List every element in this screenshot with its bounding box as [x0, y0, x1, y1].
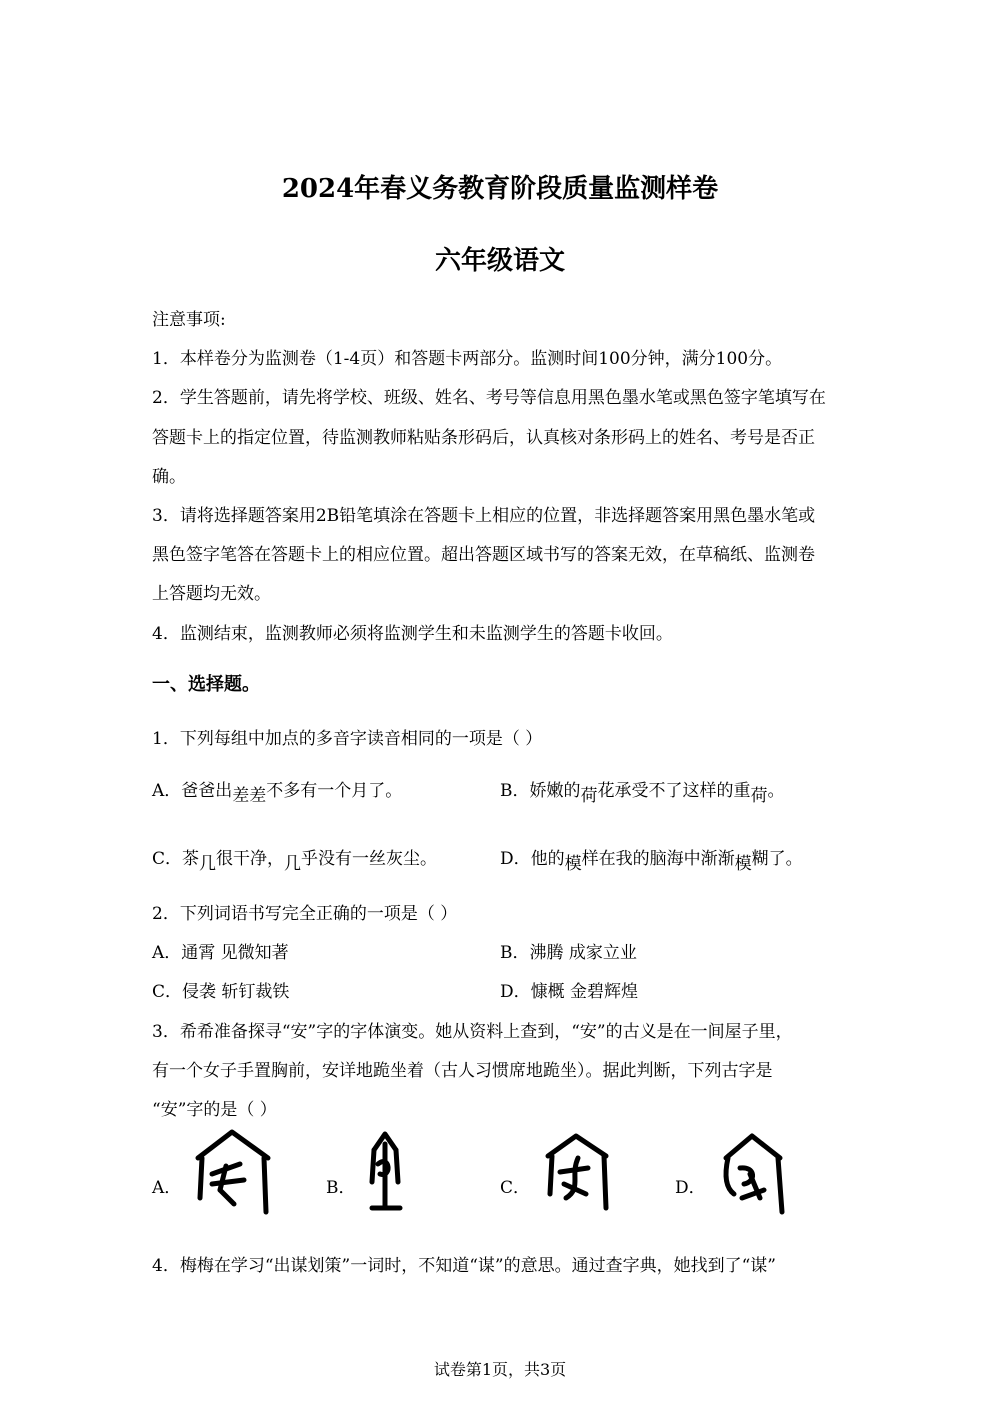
- q3-stem-line: 3．希希准备探寻“安”字的字体演变。她从资料上查到，“安”的古义是在一间屋子里，: [152, 1022, 793, 1042]
- ancient-char-c-image: [540, 1128, 614, 1218]
- q2-option-b: B．沸腾 成家立业: [500, 943, 637, 963]
- option-text: 不多有一个月了。: [266, 781, 403, 801]
- q3-option-label: B．: [326, 1178, 356, 1198]
- notes-line: 1．本样卷分为监测卷（1-4页）和答题卡两部分。监测时间100分钟，满分100分。: [152, 349, 783, 369]
- notes-line: 黑色签字笔答在答题卡上的相应位置。超出答题区域书写的答案无效，在草稿纸、监测卷: [152, 545, 815, 565]
- option-text: 。: [767, 781, 785, 801]
- option-text: A．爸爸出: [152, 781, 233, 801]
- dotted-char: 荷: [750, 786, 768, 806]
- q3-option-label: A．: [152, 1178, 182, 1198]
- q1-option-b: [500, 776, 785, 806]
- notes-line: 答题卡上的指定位置，待监测教师粘贴条形码后，认真核对条形码上的姓名、考号是否正: [152, 428, 815, 448]
- exam-subtitle: 六年级语文: [434, 246, 565, 276]
- notes-line: 3．请将选择题答案用2B铅笔填涂在答题卡上相应的位置，非选择题答案用黑色墨水笔或: [152, 506, 816, 526]
- q4-stem-line: 4．梅梅在学习“出谋划策”一词时，不知道“谋”的意思。通过查字典，她找到了“谋”: [152, 1256, 776, 1276]
- q3-stem-line: 有一个女子手置胸前，安详地跪坐着（古人习惯席地跪坐）。据此判断，下列古字是: [152, 1061, 773, 1081]
- option-text: 样在我的脑海中渐渐: [581, 849, 735, 869]
- q2-stem: 2．下列词语书写完全正确的一项是（ ）: [152, 904, 458, 924]
- option-text: C．茶: [152, 849, 200, 869]
- ancient-char-d-image: [716, 1128, 790, 1220]
- q2-option-d: D．慷概 金碧辉煌: [500, 982, 639, 1002]
- ancient-char-b-image: [360, 1128, 410, 1220]
- dotted-char: 几: [284, 854, 302, 874]
- q1-option-a: [152, 776, 403, 806]
- q1-option-d: [500, 844, 803, 874]
- q3-stem-line: “安”字的是（ ）: [152, 1100, 277, 1120]
- option-text: D．他的: [500, 849, 565, 869]
- q1-option-c: [152, 844, 438, 874]
- option-text: 花承受不了这样的重: [597, 781, 751, 801]
- ancient-char-a-image: [190, 1128, 274, 1218]
- notes-line: 确。: [152, 467, 186, 487]
- dotted-char: 模: [734, 854, 752, 874]
- option-text: 糊了。: [751, 849, 803, 869]
- dotted-char: 差差: [232, 786, 267, 806]
- option-text: 乎没有一丝灰尘。: [301, 849, 438, 869]
- page-footer: 试卷第1页，共3页: [433, 1360, 567, 1379]
- dotted-char: 荷: [580, 786, 598, 806]
- notes-line: 2．学生答题前，请先将学校、班级、姓名、考号等信息用黑色墨水笔或黑色签字笔填写在: [152, 388, 826, 408]
- q1-stem: 1．下列每组中加点的多音字读音相同的一项是（ ）: [152, 729, 543, 749]
- q2-option-a: A．通霄 见微知著: [152, 943, 289, 963]
- option-text: 很干净，: [216, 849, 285, 869]
- notes-heading: 注意事项:: [152, 310, 226, 330]
- section-heading: 一、选择题。: [152, 674, 260, 695]
- q3-option-label: C．: [500, 1178, 531, 1198]
- dotted-char: 模: [564, 854, 582, 874]
- q3-option-label: D．: [675, 1178, 706, 1198]
- notes-line: 4．监测结束，监测教师必须将监测学生和未监测学生的答题卡收回。: [152, 624, 673, 644]
- dotted-char: 几: [199, 854, 217, 874]
- option-text: B．娇嫩的: [500, 781, 581, 801]
- q2-option-c: C．侵袭 斩钉裁铁: [152, 982, 290, 1002]
- exam-title: 2024年春义务教育阶段质量监测样卷: [281, 174, 719, 204]
- notes-line: 上答题均无效。: [152, 584, 271, 604]
